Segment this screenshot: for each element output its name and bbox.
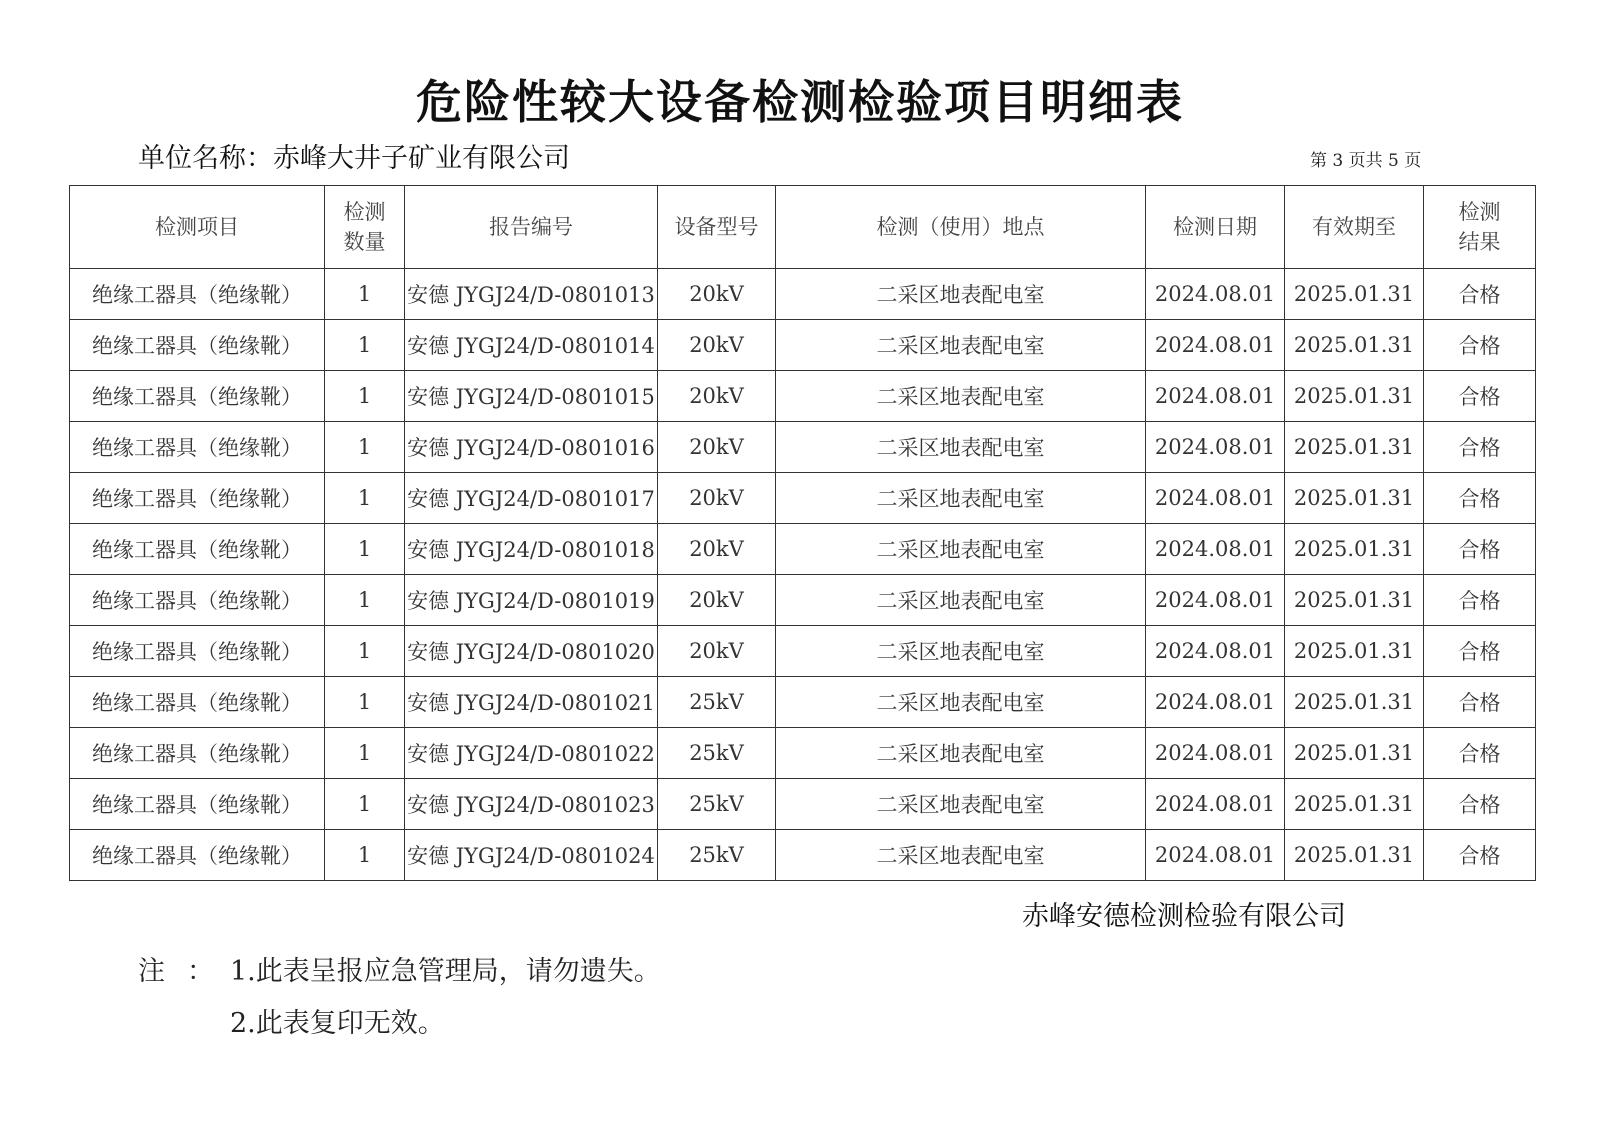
cell-result: 合格 xyxy=(1424,677,1536,728)
cell-model: 20kV xyxy=(658,422,776,473)
cell-valid-until: 2025.01.31 xyxy=(1285,779,1424,830)
table-row xyxy=(70,320,1536,371)
cell-quantity: 1 xyxy=(325,779,405,830)
cell-location: 二采区地表配电室 xyxy=(776,422,1146,473)
cell-quantity: 1 xyxy=(325,575,405,626)
cell-location: 二采区地表配电室 xyxy=(776,677,1146,728)
cell-result: 合格 xyxy=(1424,473,1536,524)
cell-quantity: 1 xyxy=(325,524,405,575)
cell-item: 绝缘工器具（绝缘靴） xyxy=(70,320,325,371)
cell-result: 合格 xyxy=(1424,779,1536,830)
table-row xyxy=(70,626,1536,677)
cell-item: 绝缘工器具（绝缘靴） xyxy=(70,422,325,473)
cell-report-no: 安德 JYGJ24/D-0801022 xyxy=(405,728,658,779)
cell-quantity: 1 xyxy=(325,371,405,422)
table-row xyxy=(70,422,1536,473)
cell-model: 20kV xyxy=(658,473,776,524)
header-report-no: 报告编号 xyxy=(405,186,658,269)
cell-valid-until: 2025.01.31 xyxy=(1285,677,1424,728)
table-row xyxy=(70,830,1536,881)
header-result: 检测 结果 xyxy=(1424,186,1536,269)
cell-report-no: 安德 JYGJ24/D-0801023 xyxy=(405,779,658,830)
cell-test-date: 2024.08.01 xyxy=(1146,779,1285,830)
document-title: 危险性较大设备检测检验项目明细表 xyxy=(416,75,1184,129)
cell-quantity: 1 xyxy=(325,422,405,473)
cell-item: 绝缘工器具（绝缘靴） xyxy=(70,830,325,881)
cell-report-no: 安德 JYGJ24/D-0801021 xyxy=(405,677,658,728)
cell-report-no: 安德 JYGJ24/D-0801013 xyxy=(405,269,658,320)
unit-name: 单位名称：赤峰大井子矿业有限公司 xyxy=(138,143,570,174)
cell-model: 20kV xyxy=(658,320,776,371)
cell-valid-until: 2025.01.31 xyxy=(1285,422,1424,473)
table-row xyxy=(70,371,1536,422)
cell-test-date: 2024.08.01 xyxy=(1146,728,1285,779)
header-test-date: 检测日期 xyxy=(1146,186,1285,269)
cell-model: 20kV xyxy=(658,371,776,422)
header-quantity: 检测 数量 xyxy=(325,186,405,269)
header-model: 设备型号 xyxy=(658,186,776,269)
cell-test-date: 2024.08.01 xyxy=(1146,575,1285,626)
cell-report-no: 安德 JYGJ24/D-0801015 xyxy=(405,371,658,422)
cell-report-no: 安德 JYGJ24/D-0801020 xyxy=(405,626,658,677)
cell-item: 绝缘工器具（绝缘靴） xyxy=(70,371,325,422)
cell-valid-until: 2025.01.31 xyxy=(1285,371,1424,422)
cell-result: 合格 xyxy=(1424,626,1536,677)
cell-model: 20kV xyxy=(658,524,776,575)
table-header-row xyxy=(70,186,1536,269)
cell-quantity: 1 xyxy=(325,626,405,677)
notes-label: 注： xyxy=(138,956,236,987)
cell-location: 二采区地表配电室 xyxy=(776,524,1146,575)
cell-model: 20kV xyxy=(658,575,776,626)
cell-test-date: 2024.08.01 xyxy=(1146,626,1285,677)
cell-test-date: 2024.08.01 xyxy=(1146,473,1285,524)
cell-location: 二采区地表配电室 xyxy=(776,728,1146,779)
cell-result: 合格 xyxy=(1424,575,1536,626)
cell-result: 合格 xyxy=(1424,320,1536,371)
cell-result: 合格 xyxy=(1424,371,1536,422)
cell-report-no: 安德 JYGJ24/D-0801018 xyxy=(405,524,658,575)
cell-model: 20kV xyxy=(658,269,776,320)
header-location: 检测（使用）地点 xyxy=(776,186,1146,269)
cell-test-date: 2024.08.01 xyxy=(1146,422,1285,473)
table-row xyxy=(70,524,1536,575)
note-item: 1.此表呈报应急管理局，请勿遗失。 xyxy=(230,956,661,987)
cell-item: 绝缘工器具（绝缘靴） xyxy=(70,626,325,677)
cell-valid-until: 2025.01.31 xyxy=(1285,575,1424,626)
cell-report-no: 安德 JYGJ24/D-0801024 xyxy=(405,830,658,881)
cell-report-no: 安德 JYGJ24/D-0801017 xyxy=(405,473,658,524)
cell-result: 合格 xyxy=(1424,422,1536,473)
cell-test-date: 2024.08.01 xyxy=(1146,677,1285,728)
cell-report-no: 安德 JYGJ24/D-0801016 xyxy=(405,422,658,473)
table-row xyxy=(70,728,1536,779)
cell-item: 绝缘工器具（绝缘靴） xyxy=(70,575,325,626)
cell-item: 绝缘工器具（绝缘靴） xyxy=(70,677,325,728)
cell-result: 合格 xyxy=(1424,830,1536,881)
cell-test-date: 2024.08.01 xyxy=(1146,830,1285,881)
header-item: 检测项目 xyxy=(70,186,325,269)
cell-item: 绝缘工器具（绝缘靴） xyxy=(70,779,325,830)
cell-report-no: 安德 JYGJ24/D-0801014 xyxy=(405,320,658,371)
cell-item: 绝缘工器具（绝缘靴） xyxy=(70,728,325,779)
cell-result: 合格 xyxy=(1424,524,1536,575)
cell-result: 合格 xyxy=(1424,269,1536,320)
table-row xyxy=(70,269,1536,320)
cell-item: 绝缘工器具（绝缘靴） xyxy=(70,473,325,524)
cell-model: 25kV xyxy=(658,830,776,881)
cell-test-date: 2024.08.01 xyxy=(1146,371,1285,422)
note-item: 2.此表复印无效。 xyxy=(230,1008,445,1039)
cell-location: 二采区地表配电室 xyxy=(776,779,1146,830)
cell-test-date: 2024.08.01 xyxy=(1146,524,1285,575)
cell-model: 25kV xyxy=(658,677,776,728)
cell-location: 二采区地表配电室 xyxy=(776,626,1146,677)
page-info: 第 3 页共 5 页 xyxy=(1310,151,1422,171)
cell-valid-until: 2025.01.31 xyxy=(1285,524,1424,575)
table-row xyxy=(70,779,1536,830)
cell-valid-until: 2025.01.31 xyxy=(1285,320,1424,371)
cell-item: 绝缘工器具（绝缘靴） xyxy=(70,524,325,575)
cell-quantity: 1 xyxy=(325,830,405,881)
cell-valid-until: 2025.01.31 xyxy=(1285,728,1424,779)
cell-location: 二采区地表配电室 xyxy=(776,320,1146,371)
cell-valid-until: 2025.01.31 xyxy=(1285,473,1424,524)
cell-quantity: 1 xyxy=(325,473,405,524)
table-row xyxy=(70,677,1536,728)
cell-valid-until: 2025.01.31 xyxy=(1285,626,1424,677)
cell-quantity: 1 xyxy=(325,677,405,728)
cell-item: 绝缘工器具（绝缘靴） xyxy=(70,269,325,320)
cell-report-no: 安德 JYGJ24/D-0801019 xyxy=(405,575,658,626)
cell-test-date: 2024.08.01 xyxy=(1146,320,1285,371)
cell-valid-until: 2025.01.31 xyxy=(1285,269,1424,320)
inspection-table xyxy=(69,185,1536,881)
cell-model: 25kV xyxy=(658,779,776,830)
cell-location: 二采区地表配电室 xyxy=(776,473,1146,524)
cell-valid-until: 2025.01.31 xyxy=(1285,830,1424,881)
table-row xyxy=(70,473,1536,524)
header-valid-until: 有效期至 xyxy=(1285,186,1424,269)
cell-location: 二采区地表配电室 xyxy=(776,371,1146,422)
cell-quantity: 1 xyxy=(325,269,405,320)
cell-location: 二采区地表配电室 xyxy=(776,830,1146,881)
cell-quantity: 1 xyxy=(325,728,405,779)
cell-location: 二采区地表配电室 xyxy=(776,575,1146,626)
table-body xyxy=(70,269,1536,881)
cell-location: 二采区地表配电室 xyxy=(776,269,1146,320)
table-row xyxy=(70,575,1536,626)
cell-model: 20kV xyxy=(658,626,776,677)
cell-test-date: 2024.08.01 xyxy=(1146,269,1285,320)
cell-model: 25kV xyxy=(658,728,776,779)
cell-quantity: 1 xyxy=(325,320,405,371)
cell-result: 合格 xyxy=(1424,728,1536,779)
issuer-signature: 赤峰安德检测检验有限公司 xyxy=(1022,901,1346,932)
